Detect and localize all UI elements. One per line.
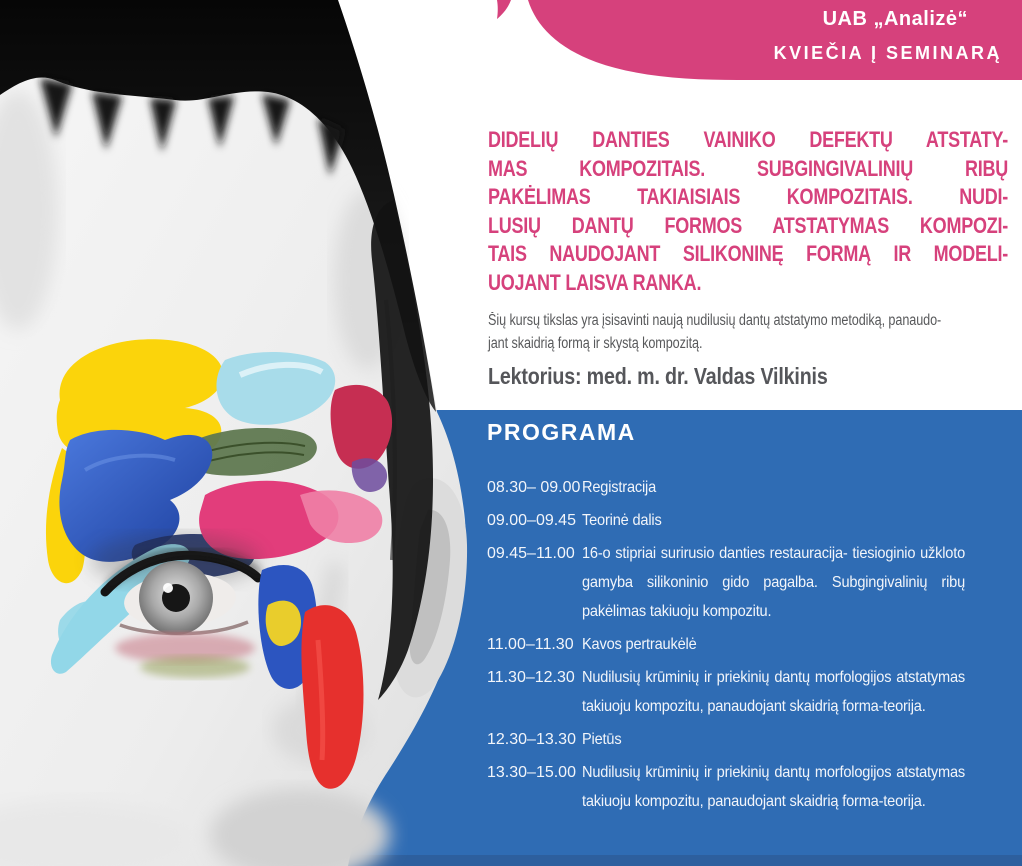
schedule-activity: Kavos pertraukėlė [582,636,697,653]
schedule-activity: Nudilusių krūminių ir priekinių dantų morfologijos atstatymas takiuoju kompozitu, panaudojant skaidrią forma-teorija. [582,669,966,715]
schedule-activity: Nudilusių krūminių ir priekinių dantų morfologijos atstatymas takiuoju kompozitu, panaudojant skaidrią forma-teorija. [582,764,966,810]
schedule-time: 13.30–15.00 [487,764,576,781]
schedule-activity: Registracija [582,479,657,496]
schedule-list [487,473,1017,820]
brand-text: UAB „Analizė“ [822,8,968,30]
title-line: TAIS NAUDOJANT SILIKONINĘ FORMĄ IR MODELI- [488,241,1008,267]
schedule-time: 08.30– 09.00 [487,479,581,496]
title-line: DIDELIŲ DANTIES VAINIKO DEFEKTŲ ATSTATY- [488,127,1008,152]
title-line: MAS KOMPOZITAIS. SUBGINGIVALINIŲ RIBŲ [488,155,1008,181]
schedule-time: 11.00–11.30 [487,636,574,653]
schedule-row [487,663,1017,721]
schedule-activity: Teorinė dalis [582,512,662,529]
title-line: LUSIŲ DANTŲ FORMOS ATSTATYMAS KOMPOZI- [488,212,1008,238]
schedule-row [487,539,1017,626]
schedule-time: 12.30–13.30 [487,731,576,748]
schedule-activity: Pietūs [582,731,622,748]
schedule-row [487,506,1017,535]
schedule-row [487,725,1017,754]
schedule-row [487,473,1017,502]
intro-line: jant skaidrią formą ir skystą kompozitą. [488,335,703,352]
title-line: UOJANT LAISVA RANKA. [488,269,702,295]
program-heading: PROGRAMA [487,419,636,445]
schedule-time: 09.00–09.45 [487,512,576,529]
seminar-title [488,126,1008,298]
schedule-time: 11.30–12.30 [487,669,575,686]
schedule-row [487,758,1017,816]
invite-text: KVIEČIA Į SEMINARĄ [773,43,1002,63]
schedule-row [487,630,1017,659]
intro-paragraph [488,309,965,355]
model-face-photo [0,0,470,866]
schedule-activity: 16-o stipriai surirusio danties restauracija- tiesioginio užkloto gamyba silikoninio gido pagalba. Subgingivalinių ribų pakėlimas takiuoju kompozitu. [582,545,966,620]
intro-line: Šių kursų tikslas yra įsisavinti naują nudilusių dantų atstatymo metodiką, panaudo- [488,312,942,329]
schedule-time: 09.45–11.00 [487,545,575,562]
header [488,0,1022,92]
paint-red-stroke [301,605,363,789]
lecturer-line: Lektorius: med. m. dr. Valdas Vilkinis [488,363,828,389]
title-line: PAKĖLIMAS TAKIAISIAIS KOMPOZITAIS. NUDI- [488,184,1008,210]
